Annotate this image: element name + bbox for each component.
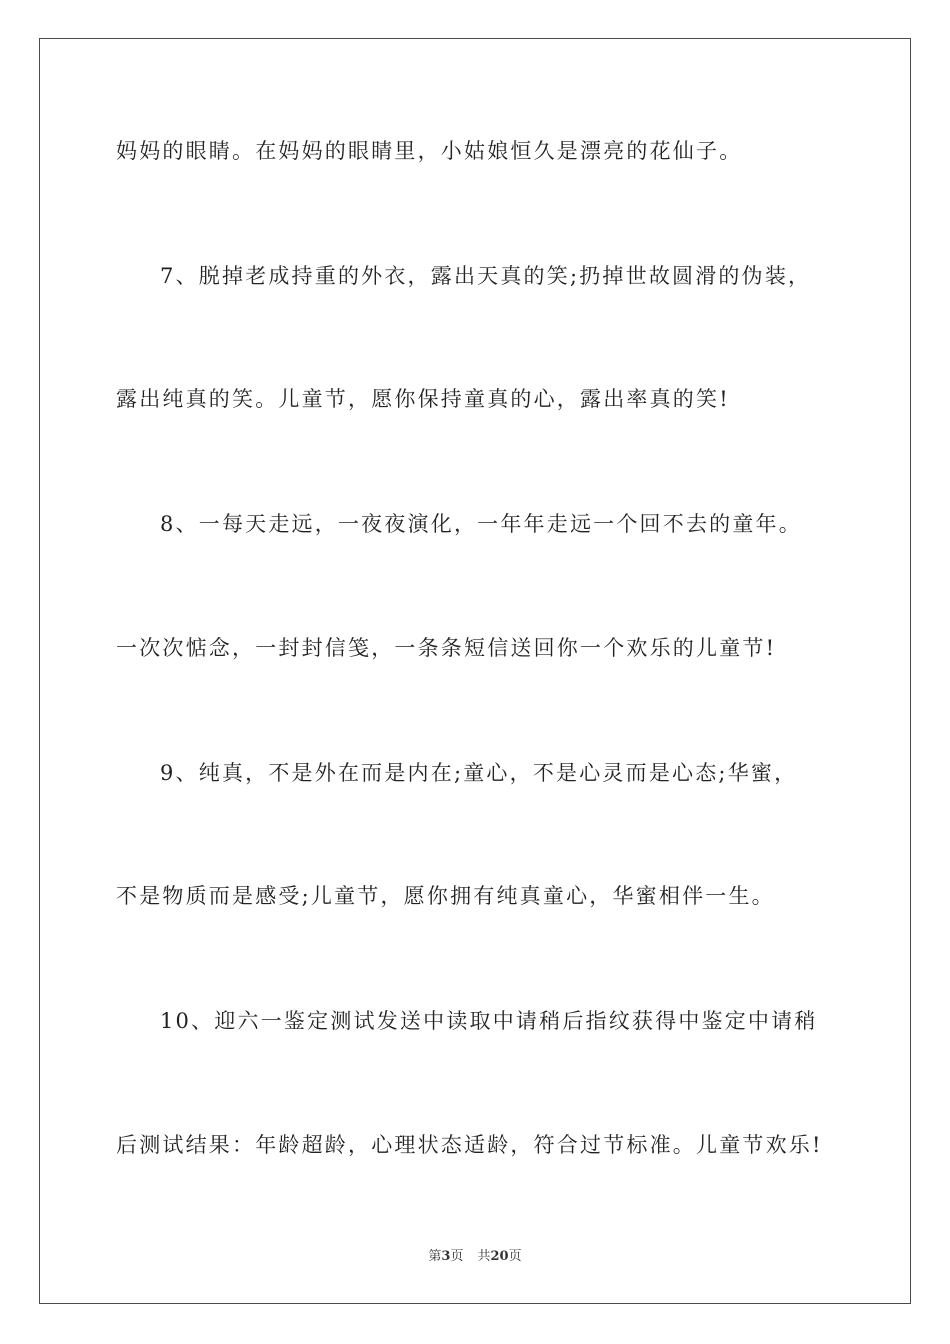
footer-page-suffix: 页 — [450, 1249, 464, 1264]
paragraph-line-9: 后测试结果：年龄超龄，心理状态适龄，符合过节标准。儿童节欢乐! — [116, 1133, 823, 1157]
paragraph-line-8: 10、迎六一鉴定测试发送中读取中请稍后指纹获得中鉴定中请稍 — [160, 1009, 818, 1033]
footer-page-number: 3 — [441, 1249, 451, 1264]
paragraph-line-3: 露出纯真的笑。儿童节，愿你保持童真的心，露出率真的笑! — [116, 387, 730, 411]
page-border — [39, 38, 911, 1304]
page-footer — [0, 1248, 950, 1266]
footer-total-pages: 20 — [490, 1249, 509, 1264]
paragraph-line-2: 7、脱掉老成持重的外衣，露出天真的笑;扔掉世故圆滑的伪装， — [160, 264, 812, 288]
footer-page-prefix: 第 — [428, 1249, 442, 1264]
footer-total-prefix: 共 — [477, 1249, 491, 1264]
paragraph-line-7: 不是物质而是感受;儿童节，愿你拥有纯真童心，华蜜相伴一生。 — [116, 884, 775, 908]
paragraph-line-5: 一次次惦念，一封封信笺，一条条短信送回你一个欢乐的儿童节! — [116, 636, 777, 660]
paragraph-line-4: 8、一每天走远，一夜夜演化，一年年走远一个回不去的童年。 — [160, 512, 802, 536]
paragraph-line-6: 9、纯真，不是外在而是内在;童心，不是心灵而是心态;华蜜， — [160, 761, 798, 785]
paragraph-line-1: 妈妈的眼睛。在妈妈的眼睛里，小姑娘恒久是漂亮的花仙子。 — [116, 139, 743, 163]
footer-total-suffix: 页 — [508, 1249, 522, 1264]
